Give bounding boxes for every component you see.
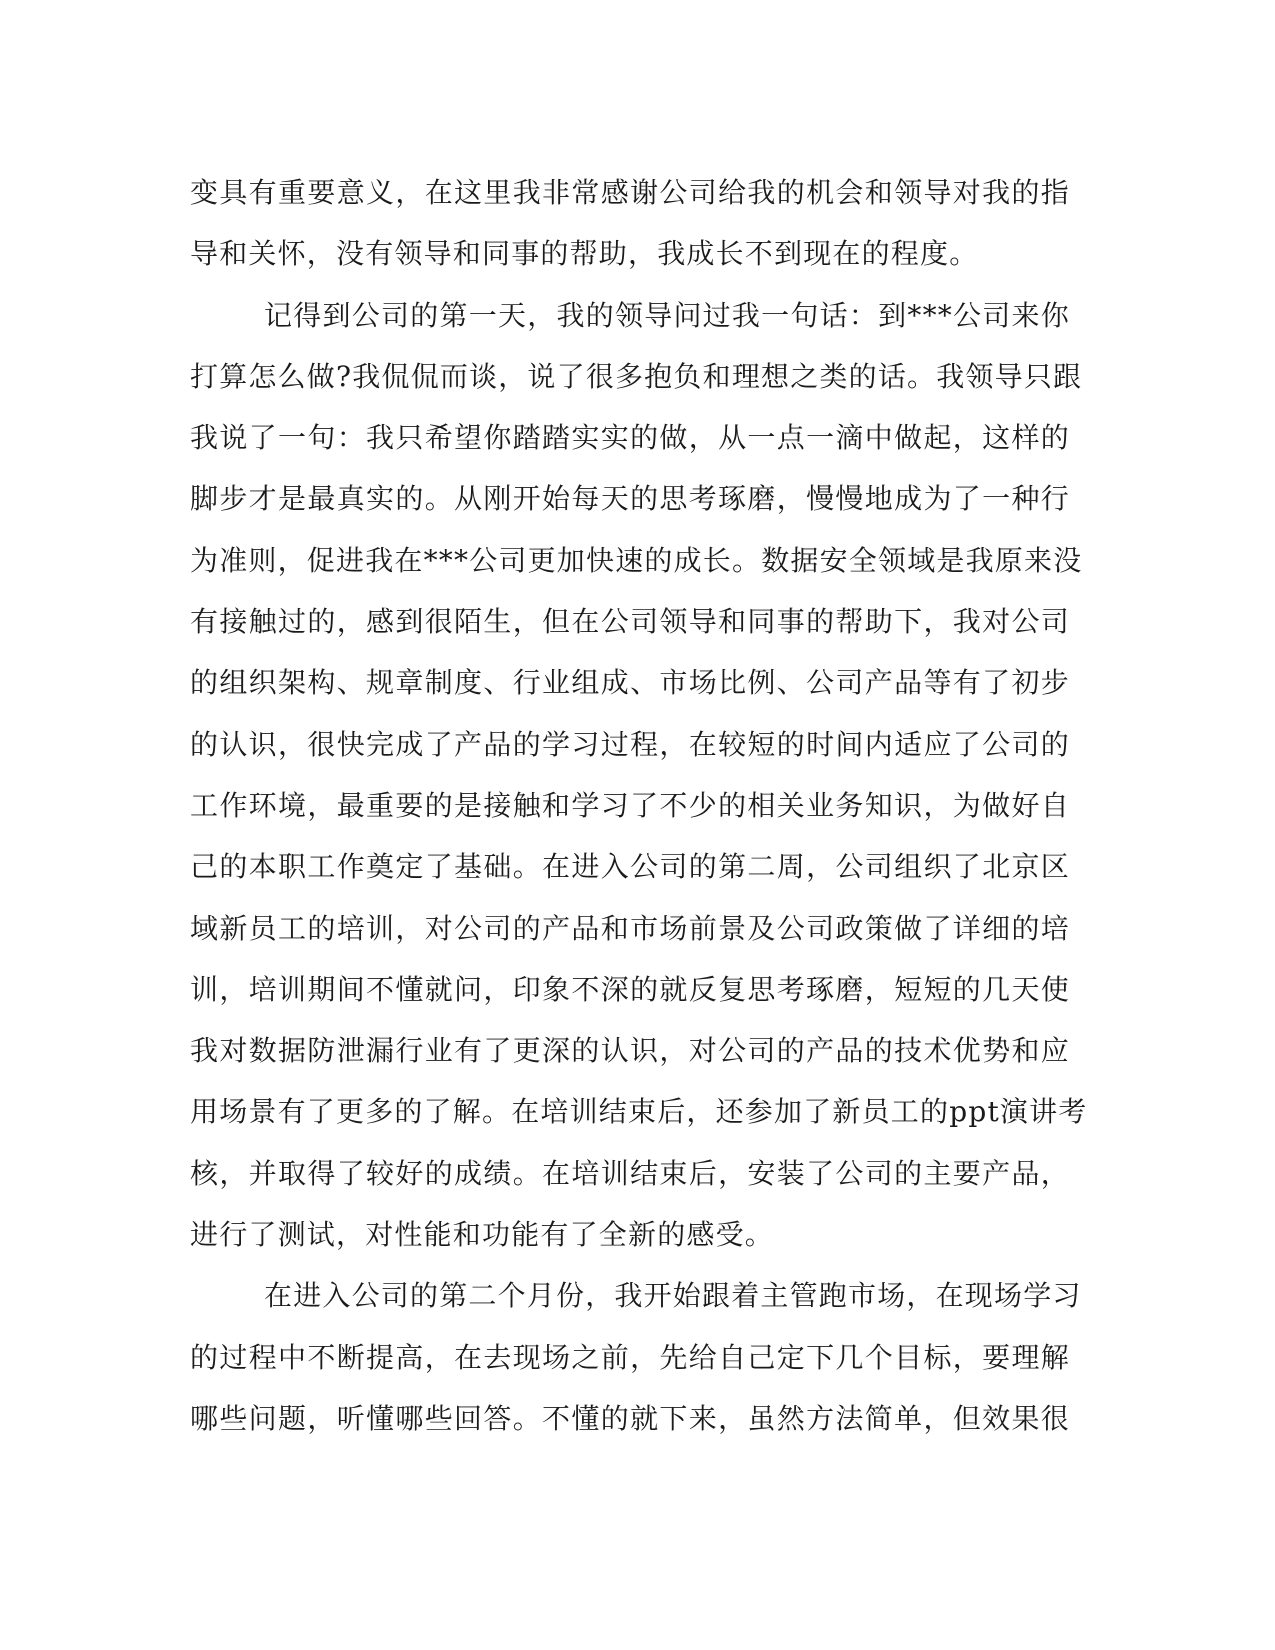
text-line: 我说了一句：我只希望你踏踏实实的做，从一点一滴中做起，这样的 bbox=[190, 421, 1070, 455]
body-text bbox=[190, 162, 1088, 1449]
text-line: 有接触过的，感到很陌生，但在公司领导和同事的帮助下，我对公司 bbox=[190, 605, 1070, 639]
text-line: 的认识，很快完成了产品的学习过程，在较短的时间内适应了公司的 bbox=[190, 727, 1070, 761]
text-line: 脚步才是最真实的。从刚开始每天的思考琢磨，慢慢地成为了一种行 bbox=[190, 482, 1070, 516]
text-line: 记得到公司的第一天，我的领导问过我一句话：到***公司来你 bbox=[264, 298, 1070, 332]
text-line: 核，并取得了较好的成绩。在培训结束后，安装了公司的主要产品， bbox=[190, 1156, 1070, 1190]
text-line: 进行了测试，对性能和功能有了全新的感受。 bbox=[190, 1218, 775, 1252]
text-line: 用场景有了更多的了解。在培训结束后，还参加了新员工的ppt演讲考 bbox=[190, 1095, 1088, 1129]
text-line: 我对数据防泄漏行业有了更深的认识，对公司的产品的技术优势和应 bbox=[190, 1034, 1070, 1068]
paragraph-3 bbox=[190, 1265, 1082, 1449]
paragraph-2 bbox=[190, 285, 1088, 1266]
text-line: 的组织架构、规章制度、行业组成、市场比例、公司产品等有了初步 bbox=[190, 666, 1070, 700]
text-line: 域新员工的培训，对公司的产品和市场前景及公司政策做了详细的培 bbox=[190, 911, 1070, 945]
text-line: 在进入公司的第二个月份，我开始跟着主管跑市场，在现场学习 bbox=[264, 1279, 1082, 1313]
text-line: 的过程中不断提高，在去现场之前，先给自己定下几个目标，要理解 bbox=[190, 1340, 1070, 1374]
text-line: 打算怎么做?我侃侃而谈，说了很多抱负和理想之类的话。我领导只跟 bbox=[190, 359, 1083, 393]
text-line: 哪些问题，听懂哪些回答。不懂的就下来，虽然方法简单，但效果很 bbox=[190, 1401, 1070, 1435]
text-line: 导和关怀，没有领导和同事的帮助，我成长不到现在的程度。 bbox=[190, 237, 979, 271]
text-line: 变具有重要意义，在这里我非常感谢公司给我的机会和领导对我的指 bbox=[190, 176, 1070, 209]
text-line: 训，培训期间不懂就问，印象不深的就反复思考琢磨，短短的几天使 bbox=[190, 972, 1070, 1006]
text-line: 己的本职工作奠定了基础。在进入公司的第二周，公司组织了北京区 bbox=[190, 850, 1070, 884]
text-line: 为准则，促进我在***公司更加快速的成长。数据安全领域是我原来没 bbox=[190, 543, 1083, 577]
text-line: 工作环境，最重要的是接触和学习了不少的相关业务知识，为做好自 bbox=[190, 788, 1070, 822]
paragraph-1 bbox=[190, 162, 1070, 285]
